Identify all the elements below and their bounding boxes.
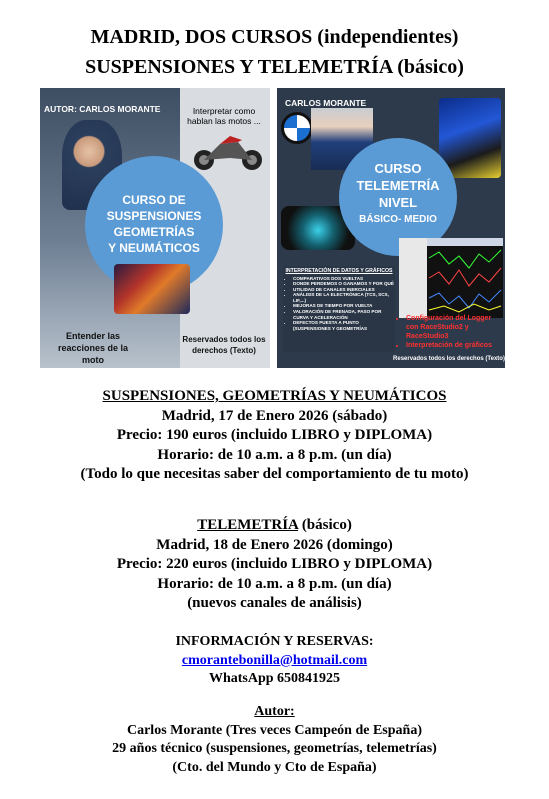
telemetry-graph xyxy=(399,238,503,318)
cover-right-info-box xyxy=(283,266,395,352)
header-line-2: SUSPENSIONES Y TELEMETRÍA (básico) xyxy=(85,56,464,78)
course1-schedule: Horario: de 10 a.m. a 8 p.m. (un día) xyxy=(157,446,392,463)
red-item: • Interpretación de gráficos xyxy=(406,341,503,350)
circle-line: Y NEUMÁTICOS xyxy=(108,241,200,255)
course1-price: Precio: 190 euros (incluido LIBRO y DIPLOMA) xyxy=(116,427,433,443)
whatsapp-text: WhatsApp 650841925 xyxy=(208,671,341,686)
cover-left-note: Interpretar como hablan las motos ... xyxy=(187,106,261,126)
red-item: • Configuración del Logger con RaceStudio2 y RaceStudio3 xyxy=(406,314,503,341)
circle-line: CURSO DE xyxy=(122,193,186,207)
info-item: • DONDE PERDEMOS O GANAMOS Y POR QUÉ xyxy=(293,281,395,287)
course2-heading xyxy=(0,516,549,536)
course2-title-suffix: (básico) xyxy=(298,517,352,533)
info-item: • VALORACIÓN DE FRENADA, PASO POR CURVA Y ACELERACIÓN xyxy=(293,309,395,320)
cover-left-bottom-right: Reservados todos los derechos (Texto) xyxy=(182,335,266,355)
cover-right-author: CARLOS MORANTE xyxy=(285,98,367,108)
cover-left-author: AUTOR: CARLOS MORANTE xyxy=(44,104,161,114)
cover-left-bottom-left: Entender las reacciones de la moto xyxy=(57,331,129,365)
course1-note: (Todo lo que necesitas saber del comportamiento de tu moto) xyxy=(80,466,469,482)
info-item: • DEFECTOS PUESTA A PUNTO (SUSPENSIONES Y GEOMETRÍAS xyxy=(293,320,395,331)
logo-photo xyxy=(281,112,313,144)
course2-price: Precio: 220 euros (incluido LIBRO y DIPLOMA) xyxy=(116,556,433,572)
author-line-3: (Cto. del Mundo y Cto de España) xyxy=(172,759,377,775)
racing-photo xyxy=(114,264,190,314)
course1-date: Madrid, 17 de Enero 2026 (sábado) xyxy=(161,407,388,424)
info-item: • UTILIDAD DE CANALES INERCIALES xyxy=(293,287,395,293)
book-cover-telemetria xyxy=(277,88,505,368)
course2-schedule: Horario: de 10 a.m. a 8 p.m. (un día) xyxy=(157,575,392,592)
circle-line: BÁSICO- MEDIO xyxy=(359,214,437,225)
author-line-2: 29 años técnico (suspensiones, geometrías, telemetrías) xyxy=(112,741,437,756)
circle-line: GEOMETRÍAS xyxy=(113,225,195,239)
info-item: • MEJORAS DE TIEMPO POR VUELTA xyxy=(293,303,395,309)
email-link[interactable]: cmorantebonilla@hotmail.com xyxy=(181,652,368,668)
cover-right-footer: Reservados todos los derechos (Texto) xyxy=(393,356,505,362)
course2-note: (nuevos canales de análisis) xyxy=(187,595,362,611)
cover-right-red-list xyxy=(397,314,503,350)
info-item: • ANÁLISIS DE LA ELECTRÓNICA (TCS, SCS, LIF,...) xyxy=(293,292,395,303)
contact-heading: INFORMACIÓN Y RESERVAS: xyxy=(175,634,374,649)
circle-line: TELEMETRÍA xyxy=(356,178,440,193)
author-line-1: Carlos Morante (Tres veces Campeón de España) xyxy=(126,722,422,738)
book-cover-suspensiones xyxy=(40,88,270,368)
course1-title: SUSPENSIONES, GEOMETRÍAS Y NEUMÁTICOS xyxy=(102,388,447,404)
circle-line: SUSPENSIONES xyxy=(106,209,202,223)
header-line-1: MADRID, DOS CURSOS (independientes) xyxy=(90,26,459,48)
circle-line: CURSO xyxy=(374,161,422,176)
author-heading: Autor: xyxy=(254,704,295,719)
course2-date: Madrid, 18 de Enero 2026 (domingo) xyxy=(156,536,393,553)
circle-line: NIVEL xyxy=(378,195,418,210)
info-item: • COMPARATIVOS DOS VUELTAS xyxy=(293,276,395,282)
course2-title: TELEMETRÍA xyxy=(197,517,299,533)
info-box-title: INTERPRETACIÓN DE DATOS Y GRÁFICOS xyxy=(285,268,393,274)
